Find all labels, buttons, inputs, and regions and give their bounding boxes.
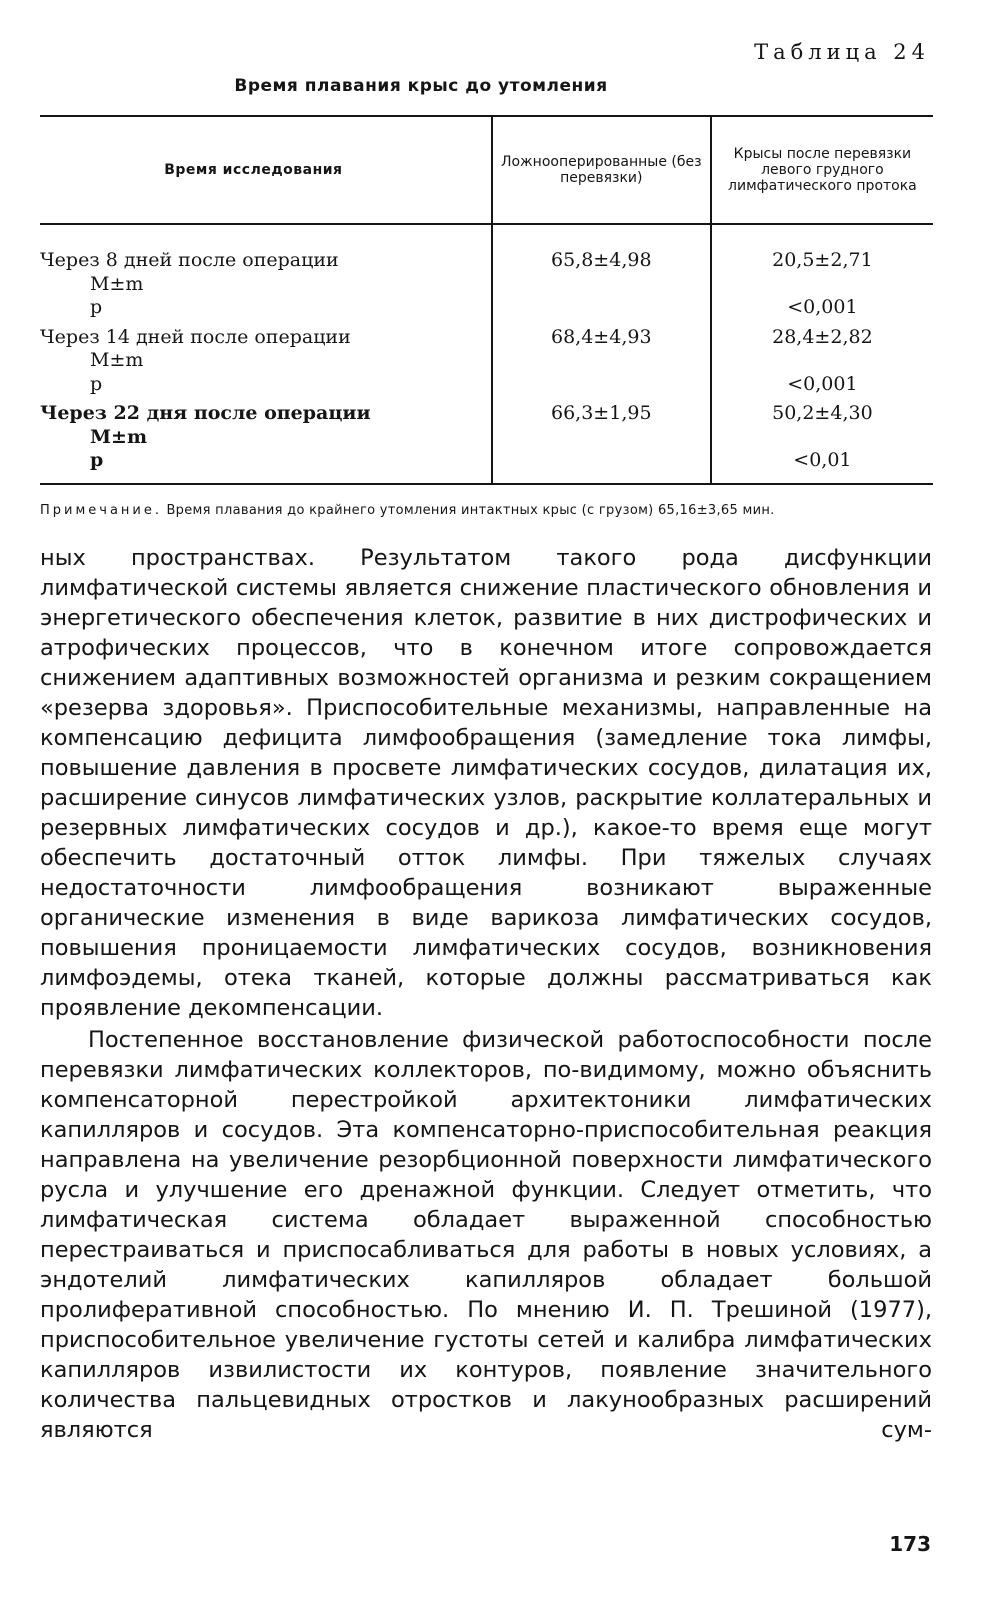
body-text xyxy=(40,543,932,1445)
paragraph: ных пространствах. Результатом такого рода дисфункции лимфатической системы является снижение пластического обновления и энергетического обеспечения клеток, развитие в них дистрофических и атрофических процессов, что в конечном итоге сопровождается снижением адаптивных возможностей организма и резким сокращением «резерва здоровья». Приспособительные механизмы, направленные на компенсацию дефицита лимфообращения (замедление тока лимфы, повышение давления в просвете лимфатических сосудов, дилатация их, расширение синусов лимфатических узлов, раскрытие коллатеральных и резервных лимфатических сосудов и др.), какое-то время еще могут обеспечить достаточный отток лимфы. При тяжелых случаях недостаточности лимфообращения возникают выраженные органические изменения в виде варикоза лимфатических сосудов, повышения проницаемости лимфатических сосудов, возникновения лимфоэдемы, отека тканей, которые должны рассматриваться как проявление декомпенсации. xyxy=(40,544,932,1021)
table-number: Таблица 24 xyxy=(754,40,930,64)
row-p-label: p xyxy=(90,296,103,318)
paragraph: Постепенное восстановление физической работоспособности после перевязки лимфатических коллекторов, по-видимому, можно объяснить компенсаторной перестройкой архитектоники лимфатических капилляров и сосудов. Эта компенсаторно-приспособительная реакция направлена на увеличение резорбционной поверхности лимфатического русла и улучшение его дренажной функции. Следует отметить, что лимфатическая система обладает выраженной способностью перестраиваться и приспосабливаться для работы в новых условиях, а эндотелий лимфатических капилляров обладает большой пролиферативной способностью. По мнению И. П. Трешиной (1977), приспособительное увеличение густоты сетей и калибра лимфатических капилляров извилистости их контуров, появление значительного количества пальцевидных отростков и лакунообразных расширений являются сум- xyxy=(40,1026,932,1443)
row-stat: M±m xyxy=(90,425,148,448)
row-ligated-cell xyxy=(711,224,933,326)
row-period: Через 8 дней после операции xyxy=(40,249,339,271)
row-p-label: p xyxy=(90,449,104,471)
row-stat: M±m xyxy=(90,349,144,371)
table-note xyxy=(40,503,932,518)
page-number: 173 xyxy=(889,1532,931,1556)
row-p-label: p xyxy=(90,372,103,395)
row-sham-cell xyxy=(492,224,711,326)
row-p-value: <0,01 xyxy=(793,449,852,471)
row-p-value: <0,001 xyxy=(787,296,858,318)
row-sham-value: 66,3±1,95 xyxy=(551,402,652,424)
row-sham-cell xyxy=(492,402,711,484)
row-sham-cell xyxy=(492,326,711,403)
row-ligated-value: 50,2±4,30 xyxy=(772,402,873,424)
row-sham-value: 65,8±4,98 xyxy=(551,249,652,271)
table-title: Время плавания крыс до утомления xyxy=(234,76,608,96)
row-ligated-cell xyxy=(711,402,933,484)
row-ligated-value: 28,4±2,82 xyxy=(772,325,873,348)
row-stat: M±m xyxy=(90,272,144,295)
book-page xyxy=(40,40,932,1445)
row-label-cell xyxy=(40,326,492,403)
table-header-row xyxy=(40,116,933,224)
row-label-cell xyxy=(40,402,492,484)
header-ligated: Крысы после перевязки левого грудного лимфатического протока xyxy=(711,116,933,224)
note-text: Время плавания до крайнего утомления интактных крыс (с грузом) 65,16±3,65 мин. xyxy=(166,502,775,518)
row-label-cell xyxy=(40,224,492,326)
row-ligated-cell xyxy=(711,326,933,403)
row-period: Через 14 дней после операции xyxy=(40,325,351,348)
header-sham: Ложнооперированные (без перевязки) xyxy=(492,116,711,224)
table-row xyxy=(40,224,933,326)
row-period: Через 22 дня после операции xyxy=(40,402,371,424)
table-row xyxy=(40,402,933,484)
note-label: Примечание. xyxy=(40,502,163,518)
header-time: Время исследования xyxy=(40,116,492,224)
row-p-value: <0,001 xyxy=(787,372,858,395)
table-row xyxy=(40,326,933,403)
row-sham-value: 68,4±4,93 xyxy=(551,325,652,348)
row-ligated-value: 20,5±2,71 xyxy=(772,249,873,271)
results-table xyxy=(40,115,933,485)
